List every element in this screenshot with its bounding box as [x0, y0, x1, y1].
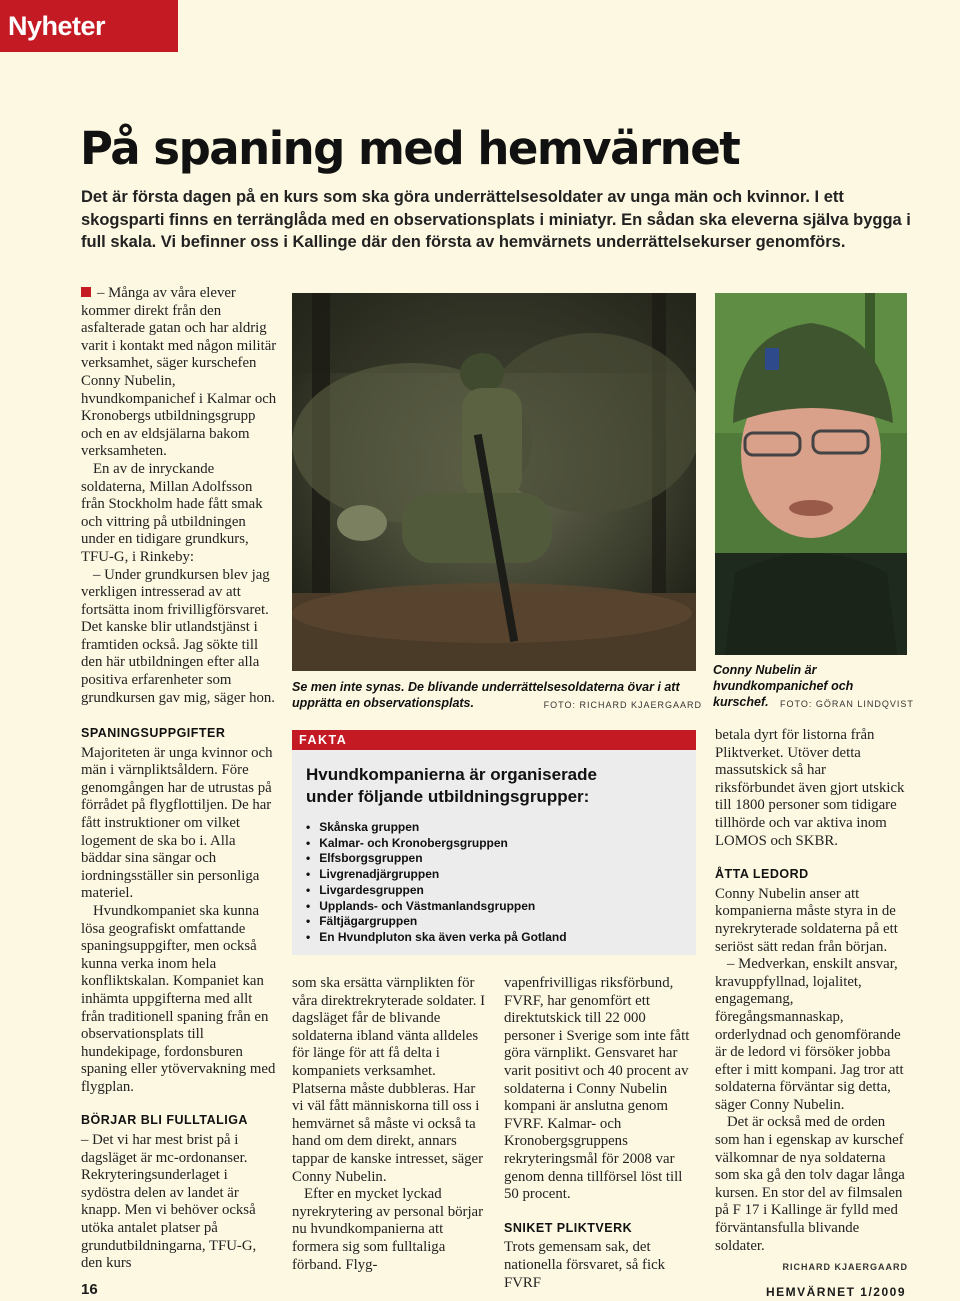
byline: RICHARD KJAERGAARD	[782, 1262, 908, 1273]
paragraph: som ska ersätta värnplikten för våra direktrekryterade soldater. I dagsläget får de blivande soldaterna ibland vänta alldeles för länge för att få delta i kompaniets verksamhet. Platserna måste dubbleras. Har vi väl fått människorna till oss i hemvärnet så måste vi också ta hand om dem direkt, annars tappar de kanske intresset, säger Conny Nubelin.	[292, 975, 486, 1185]
page-number: 16	[81, 1281, 98, 1298]
photo-credit: FOTO: GÖRAN LINDQVIST	[780, 699, 914, 709]
paragraph: En av de inryckande soldaterna, Millan Adolfsson från Stockholm hade fått smak och vittring på utbildningen under en tidigare grundkurs, TFU-G, i Rinkeby:	[81, 460, 263, 565]
soldier-photo-caption: Se men inte synas. De blivande underrättelsesoldaterna övar i att upprätta en observationsplats. FOTO: RICHARD KJAERGAARD	[292, 679, 702, 713]
column-3	[504, 975, 698, 1292]
fakta-label: FAKTA	[292, 730, 696, 750]
paragraph: Hvundkompaniet ska kunna lösa geografiskt omfattande spaningsuppgifter, men också kunna verka inom hela konfliktskalan. Kompaniet kan inhämta uppgifterna med allt från traditionell spaning från en observationsplats till hundekipage, fordonsburen spaning eller ytövervakning med flygplan.	[81, 902, 276, 1095]
paragraph: – Medverkan, enskilt ansvar, kravuppfyllnad, lojalitet, engagemang, föregångsmannaskap, orderlydnad och genomförande är de ledord vi försöker jobba efter i mitt kompani. Jag tror att soldaterna förväntar sig detta, säger Conny Nubelin.	[715, 956, 904, 1113]
start-square-icon	[81, 287, 91, 297]
paragraph: – Många av våra elever kommer direkt från den asfalterade gatan och har aldrig varit i kontakt med någon militär verksamhet, säger kurschefen Conny Nubelin, hvundkompanichef i Kalmar och Kronobergs utbildningsgrupp och en av eldsjälarna bakom verksamheten.	[81, 285, 277, 460]
paragraph: – Under grundkursen blev jag verkligen intresserad av att fortsätta inom frivilligförsvaret. Det kanske blir utlandstjänst i framtiden också. Jag sökte till den här utbildningen efter alla positiva erfarenheter som grundkursen gav mig, säger hon.	[81, 566, 275, 706]
portrait-photo	[715, 293, 907, 655]
lede: Det är första dagen på en kurs som ska göra underrättelsesoldater av unga män och kvinnor. I ett skogsparti finns en terränglåda med en observationsplats i miniatyr. En sådan ska eleverna själva bygga i full skala. Vi befinner oss i Kallinge där den första av hemvärnets underrättelsekurser genomförs.	[81, 188, 911, 251]
list-item: • En Hvundpluton ska även verka på Gotland	[306, 930, 696, 946]
soldier-photo	[292, 293, 696, 671]
subheading: SPANINGSUPPGIFTER	[81, 726, 226, 740]
fakta-box	[292, 730, 696, 955]
paragraph: Efter en mycket lyckad nyrekrytering av personal börjar nu hvundkompanierna att formera sig som fulltaliga förband. Flyg-	[292, 1186, 484, 1273]
paragraph: Trots gemensam sak, det nationella försvaret, så fick FVRF	[504, 1239, 666, 1291]
headline: På spaning med hemvärnet	[80, 122, 740, 175]
column-2	[292, 975, 486, 1274]
fakta-list	[306, 820, 696, 946]
subheading: SNIKET PLIKTVERK	[504, 1220, 633, 1235]
list-item: • Kalmar- och Kronobergsgruppen	[306, 836, 696, 852]
list-item: • Livgrenadjärgruppen	[306, 867, 696, 883]
column-1-bottom	[81, 725, 277, 1273]
paragraph: Conny Nubelin anser att kompanierna måste styra in de nyrekryterade soldaterna på ett seriöst sätt redan från början.	[715, 885, 898, 955]
subheading: BÖRJAR BLI FULLTALIGA	[81, 1113, 248, 1128]
paragraph: vapenfrivilligas riksförbund, FVRF, har genomfört ett direktutskick till 22 000 personer i Sverige som inte fått göra värnplikt. Gensvaret har varit positivt och 40 procent av soldaterna i Conny Nubelin kompani är anslutna genom FVRF. Kalmar- och Kronobergsgruppens rekryteringsmål för 2008 var genom denna tillförsel löst till 50 procent.	[504, 975, 690, 1203]
section-label: Nyheter	[0, 0, 178, 52]
list-item: • Skånska gruppen	[306, 820, 696, 836]
list-item: • Livgardesgruppen	[306, 883, 696, 899]
list-item: • Upplands- och Västmanlandsgruppen	[306, 899, 696, 915]
fakta-title: Hvundkompanierna är organiserade under följande utbildningsgrupper:	[306, 765, 597, 806]
paragraph: – Det vi har mest brist på i dagsläget är mc-ordonanser. Rekryteringsunderlaget i sydöstra delen av landet är knapp. Men vi behöver också utöka antalet platser på grundutbildningarna, TFU-G, den kurs	[81, 1132, 257, 1272]
magazine-issue: HEMVÄRNET 1/2009	[765, 1285, 906, 1299]
column-4	[715, 727, 908, 1277]
paragraph: Det är också med de orden som han i egenskap av kurschef välkomnar de nya soldaterna som ska gå den tolv dagar långa kursen. En stor del av filmsalen på F 17 i Kallinge är fylld med förväntansfulla blivande soldater.	[715, 1114, 905, 1254]
portrait-caption: Conny Nubelin är hvundkompanichef och kurschef.	[713, 663, 854, 709]
list-item: • Elfsborgsgruppen	[306, 851, 696, 867]
photo-credit: FOTO: RICHARD KJAERGAARD	[543, 700, 702, 710]
paragraph: betala dyrt för listorna från Pliktverket. Utöver detta massutskick så har riksförbundet även gjort utskick till 1800 personer som tidigare tillhörde och var aktiva inom LOMOS och SKBR.	[715, 727, 905, 849]
subheading: ÅTTA LEDORD	[715, 867, 809, 882]
paragraph: Majoriteten är unga kvinnor och män i värnpliktsåldern. Före genomgången har de utrustas på förrådet på flygflottiljen. De har fått instruktioner om vilket logement de ska bo i. Alla bäddar sina sängar och iordningsställer sin personliga materiel.	[81, 744, 273, 902]
list-item: • Fältjägargruppen	[306, 914, 696, 930]
column-1-top	[81, 285, 277, 707]
